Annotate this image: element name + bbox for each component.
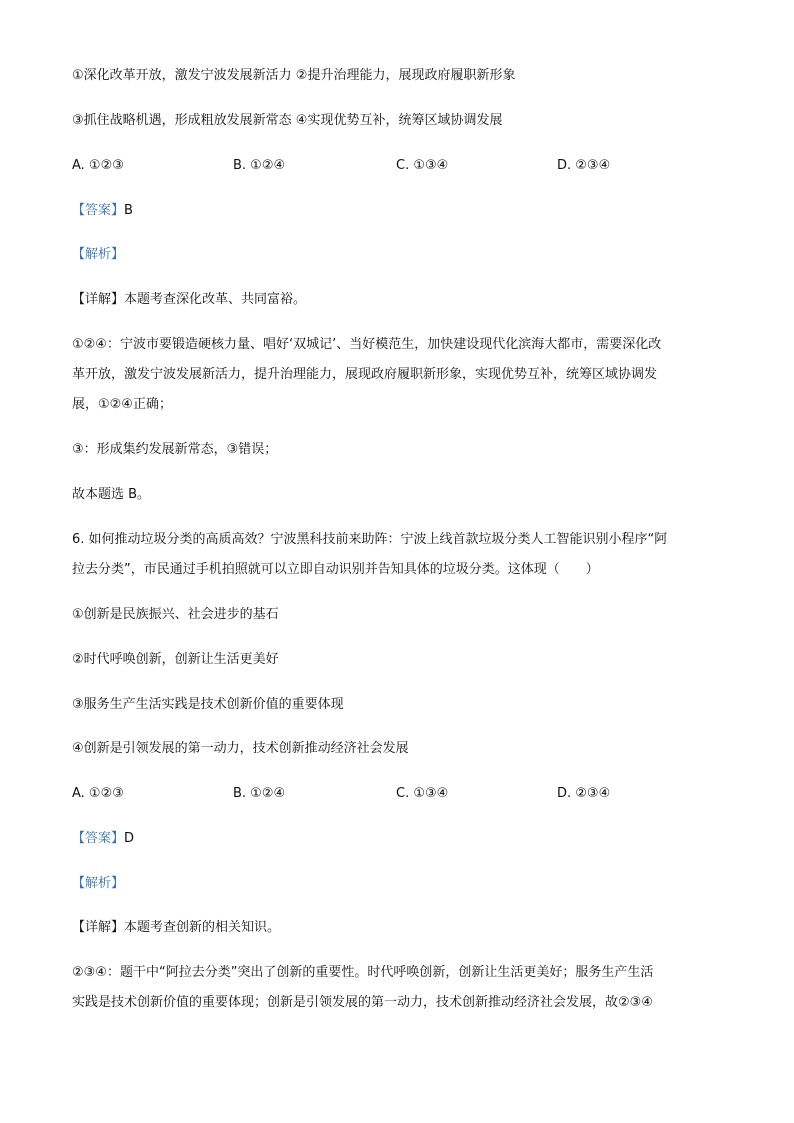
q6-statement-2: ②时代呼唤创新，创新让生活更美好 — [72, 652, 279, 667]
q5-option-b: B. ①②④ — [233, 158, 286, 173]
q6-statement-4: ④创新是引领发展的第一动力，技术创新推动经济社会发展 — [72, 741, 409, 756]
answer-value: B — [124, 203, 133, 218]
q6-option-c: C. ①③④ — [396, 786, 449, 801]
q5-option-d: D. ②③④ — [557, 158, 611, 173]
q5-explanation-line-3: 展，①②④正确； — [72, 397, 172, 412]
q5-option-c: C. ①③④ — [396, 158, 449, 173]
q6-stem-line-1: 6. 如何推动垃圾分类的高质高效？宁波黑科技前来助阵：宁波上线首款垃圾分类人工智能识别小程序“阿 — [72, 532, 668, 547]
q5-explanation-line-1: ①②④：宁波市要锻造硬核力量、唱好‘双城记’、当好模范生，加快建设现代化滨海大都市，需要深化改 — [72, 337, 662, 352]
answer-tag: 【答案】 — [72, 203, 125, 218]
q5-analysis-tag: 【解析】 — [72, 247, 125, 262]
q6-explanation-line-1: ②③④：题干中“阿拉去分类”突出了创新的重要性。时代呼唤创新，创新让生活更美好；服务生产生活 — [72, 965, 654, 980]
q5-option-a: A. ①②③ — [72, 158, 124, 173]
q6-option-d: D. ②③④ — [557, 786, 611, 801]
detail-tag: 【详解】 — [72, 920, 125, 935]
q5-detail — [72, 291, 306, 309]
q5-explanation-2: ③：形成集约发展新常态，③错误； — [72, 442, 278, 457]
q5-answer — [72, 202, 133, 220]
q6-analysis-tag: 【解析】 — [72, 876, 125, 891]
q6-option-b: B. ①②④ — [233, 786, 286, 801]
q6-stem-line-2: 拉去分类”，市民通过手机拍照就可以立即自动识别并告知具体的垃圾分类。这体现（ ） — [72, 562, 599, 577]
detail-text: 本题考查创新的相关知识。 — [124, 920, 281, 935]
answer-tag: 【答案】 — [72, 831, 125, 846]
q5-statement-line-2: ③抓住战略机遇，形成粗放发展新常态 ④实现优势互补，统筹区域协调发展 — [72, 113, 503, 128]
q6-option-a: A. ①②③ — [72, 786, 124, 801]
detail-tag: 【详解】 — [72, 292, 125, 307]
q6-statement-1: ①创新是民族振兴、社会进步的基石 — [72, 607, 279, 622]
q5-statement-line-1: ①深化改革开放，激发宁波发展新活力 ②提升治理能力，展现政府履职新形象 — [72, 68, 516, 83]
answer-value: D — [124, 831, 135, 846]
detail-text: 本题考查深化改革、共同富裕。 — [124, 292, 307, 307]
q5-conclusion: 故本题选 B。 — [72, 487, 151, 502]
q6-statement-3: ③服务生产生活实践是技术创新价值的重要体现 — [72, 697, 344, 712]
q6-explanation-line-2: 实践是技术创新价值的重要体现；创新是引领发展的第一动力，技术创新推动经济社会发展，故②③④ — [72, 995, 653, 1010]
q6-answer — [72, 830, 134, 848]
q6-detail — [72, 919, 280, 937]
q5-explanation-line-2: 革开放，激发宁波发展新活力，提升治理能力，展现政府履职新形象，实现优势互补，统筹区域协调发 — [72, 367, 658, 382]
